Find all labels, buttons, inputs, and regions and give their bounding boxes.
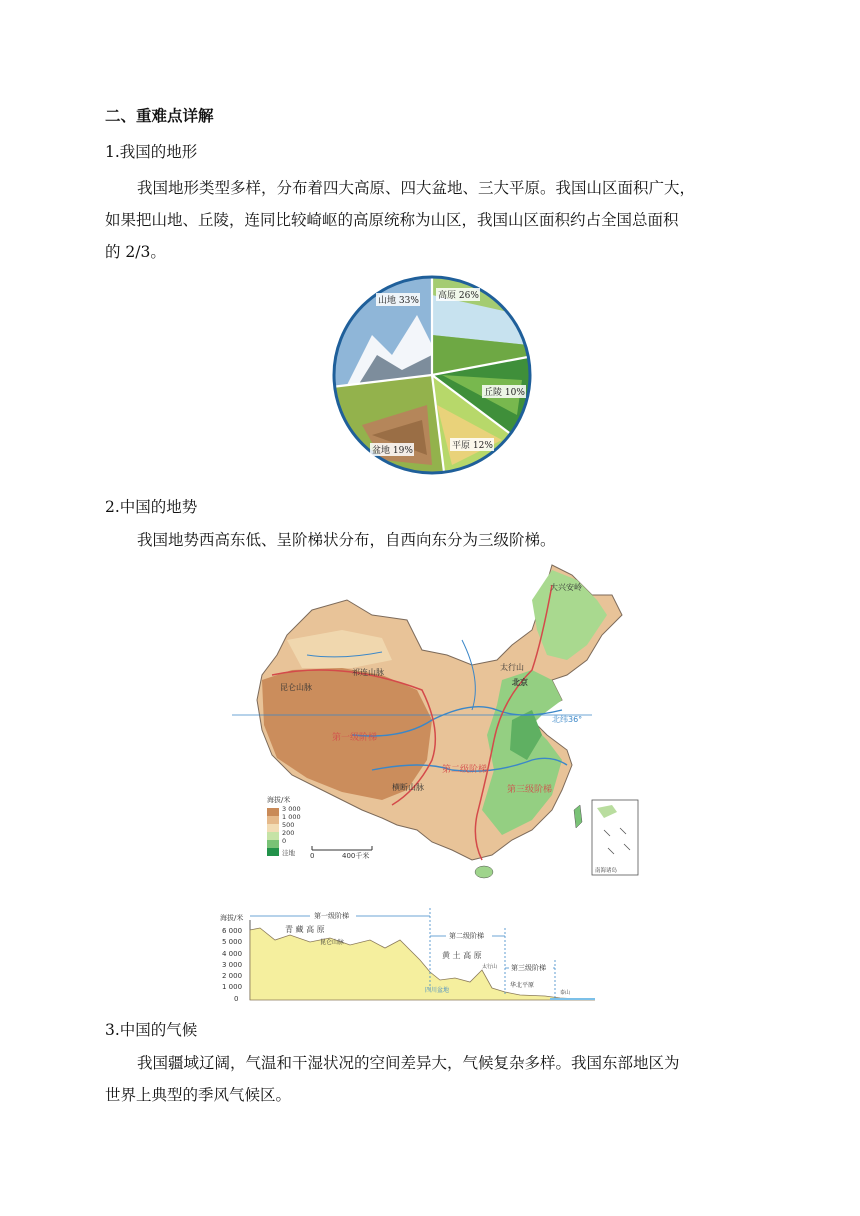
taiwan bbox=[574, 805, 582, 828]
landform-pie bbox=[332, 275, 532, 475]
ytick: 2 000 bbox=[222, 972, 243, 980]
ytick: 5 000 bbox=[222, 938, 243, 946]
ytick: 3 000 bbox=[222, 961, 243, 969]
china-terrain-map bbox=[232, 560, 642, 885]
legend-swatch bbox=[267, 816, 279, 824]
ytick: 1 000 bbox=[222, 983, 243, 991]
legend-label: 洼地 bbox=[282, 849, 295, 857]
paragraph-line: 我国地势西高东低、呈阶梯状分布，自西向东分为三级阶梯。 bbox=[137, 531, 556, 549]
label-latitude: 北纬36° bbox=[552, 715, 583, 724]
legend-label: 1 000 bbox=[282, 813, 301, 821]
pie-label-plateau: 高原 26% bbox=[438, 291, 479, 301]
pie-label-basin: 盆地 19% bbox=[372, 446, 413, 456]
label-step1: 第一级阶梯 bbox=[332, 733, 378, 743]
label-qilian: 祁连山脉 bbox=[352, 668, 384, 677]
hainan bbox=[475, 866, 493, 878]
heading-terrain: 2.中国的地势 bbox=[105, 498, 198, 516]
svg-text:400千米: 400千米 bbox=[342, 852, 370, 860]
paragraph-landforms bbox=[105, 172, 755, 268]
heading-climate: 3.中国的气候 bbox=[105, 1021, 198, 1039]
pie-label-hills: 丘陵 10% bbox=[484, 388, 525, 398]
legend-swatch bbox=[267, 824, 279, 832]
legend-swatch bbox=[267, 840, 279, 848]
legend-swatch bbox=[267, 832, 279, 840]
legend-label: 500 bbox=[282, 821, 295, 829]
label-hengduan: 横断山脉 bbox=[392, 783, 424, 792]
svg-text:0: 0 bbox=[310, 852, 315, 860]
landform-pie-figure bbox=[332, 275, 532, 475]
ytick: 0 bbox=[234, 995, 239, 1003]
south-china-sea-inset bbox=[592, 800, 638, 875]
legend-label: 200 bbox=[282, 829, 295, 837]
profile-qingzang: 青 藏 高 原 bbox=[285, 925, 325, 934]
legend-title: 海拔/米 bbox=[267, 796, 291, 804]
profile-step3: 第三级阶梯 bbox=[511, 964, 546, 972]
map-legend bbox=[267, 795, 301, 857]
label-kunlun: 昆仑山脉 bbox=[280, 683, 312, 692]
section-heading: 二、重难点详解 bbox=[105, 106, 214, 125]
heading-landforms: 1.我国的地形 bbox=[105, 143, 198, 161]
legend-label: 3 000 bbox=[282, 805, 301, 813]
paragraph-line: 我国地形类型多样，分布着四大高原、四大盆地、三大平原。我国山区面积广大， bbox=[137, 179, 696, 197]
profile-step2: 第二级阶梯 bbox=[449, 932, 484, 940]
paragraph-line: 我国疆域辽阔，气温和干湿状况的空间差异大，气候复杂多样。我国东部地区为 bbox=[137, 1054, 680, 1072]
legend-swatch bbox=[267, 848, 279, 856]
profile-huangtu: 黄 土 高 原 bbox=[442, 951, 482, 960]
ytick: 6 000 bbox=[222, 927, 243, 935]
profile-kunlun: 昆仑山脉 bbox=[320, 939, 345, 946]
profile-huabei: 华北平原 bbox=[510, 982, 535, 989]
label-step2: 第二级阶梯 bbox=[442, 765, 488, 775]
label-step3: 第三级阶梯 bbox=[507, 785, 553, 795]
paragraph-terrain bbox=[105, 524, 755, 556]
svg-text:南海诸岛: 南海诸岛 bbox=[595, 868, 618, 874]
profile-taishan: 泰山 bbox=[560, 990, 571, 996]
profile-step1: 第一级阶梯 bbox=[314, 912, 349, 920]
label-daxinganling: 大兴安岭 bbox=[550, 583, 582, 592]
pie-label-mountain: 山地 33% bbox=[378, 296, 419, 306]
paragraph-line: 的 2/3。 bbox=[105, 243, 166, 261]
label-beijing: 北京 bbox=[512, 678, 528, 687]
scale-bar bbox=[310, 846, 372, 860]
label-taihang: 太行山 bbox=[500, 663, 524, 672]
profile-taihang: 太行山 bbox=[482, 964, 498, 970]
terrain-profile bbox=[220, 900, 600, 1008]
legend-swatch bbox=[267, 808, 279, 816]
paragraph-line: 世界上典型的季风气候区。 bbox=[105, 1086, 292, 1104]
profile-ylabel: 海拔/米 bbox=[220, 914, 244, 922]
pie-label-plain: 平原 12% bbox=[452, 441, 493, 451]
ytick: 4 000 bbox=[222, 950, 243, 958]
profile-sichuan: 四川盆地 bbox=[425, 987, 450, 994]
legend-label: 0 bbox=[282, 837, 287, 845]
paragraph-line: 如果把山地、丘陵，连同比较崎岖的高原统称为山区，我国山区面积约占全国总面积 bbox=[105, 211, 679, 229]
paragraph-climate bbox=[105, 1047, 755, 1111]
